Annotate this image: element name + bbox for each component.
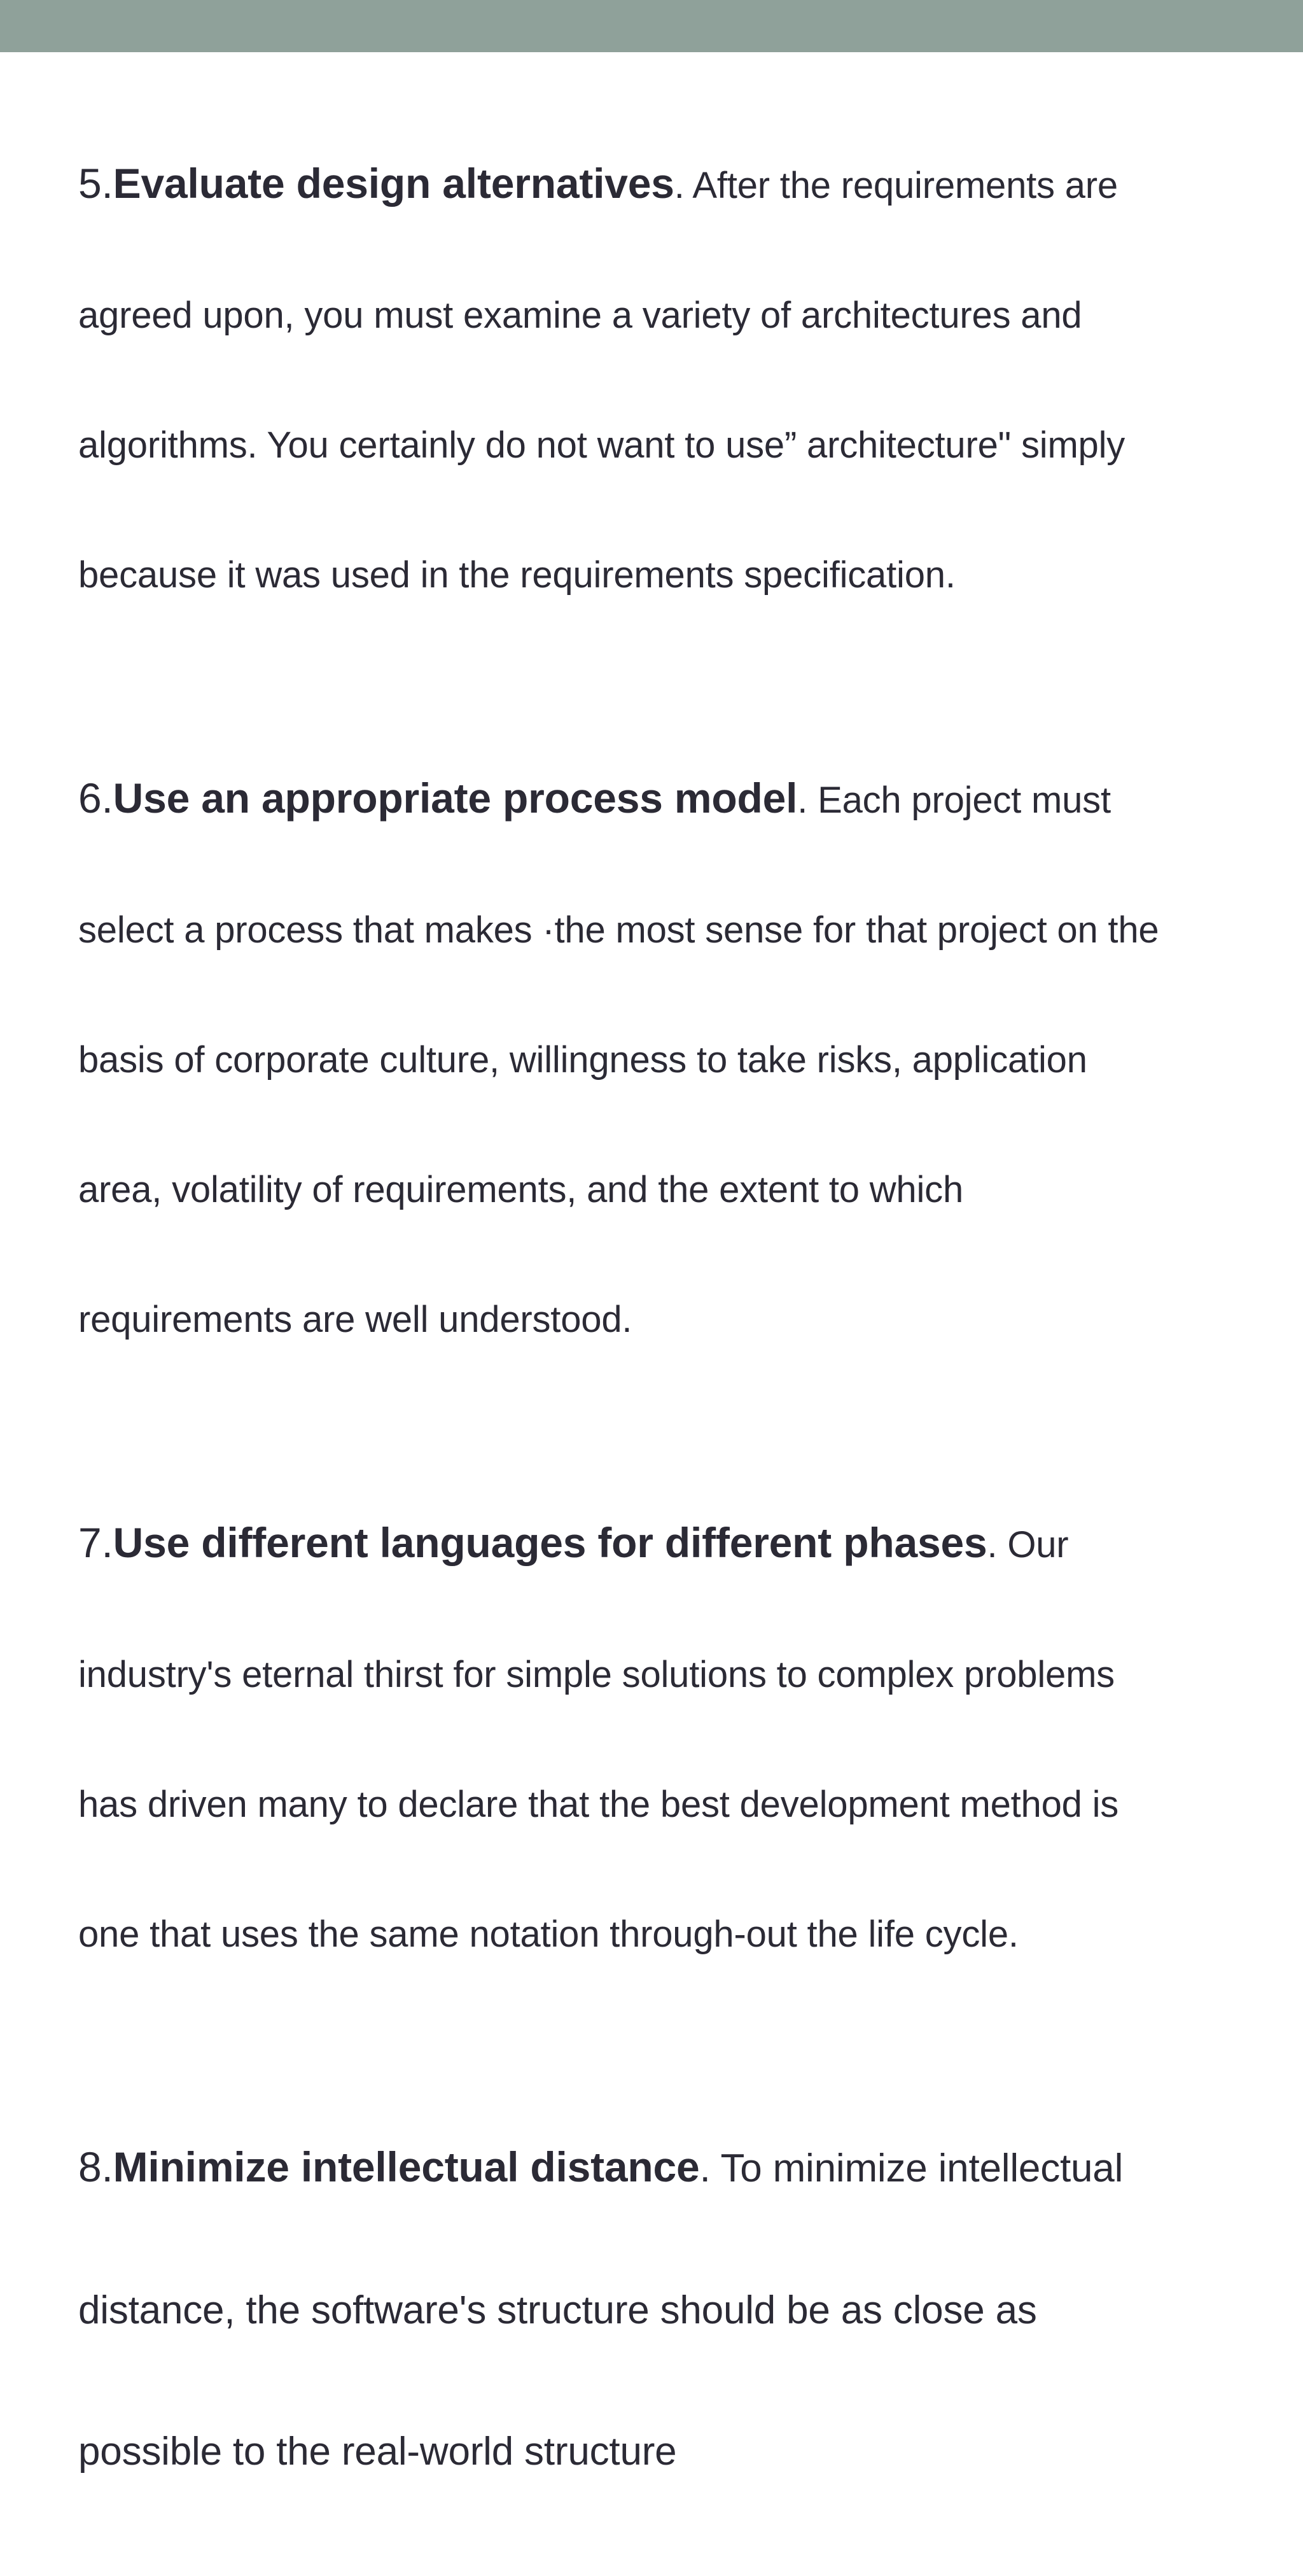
- principle-text-line: select a process that makes ·the most sense for that project on the: [78, 909, 1159, 951]
- slide-content: [78, 75, 1262, 2576]
- principle-5: [78, 75, 1262, 683]
- principle-number: 5.: [78, 160, 113, 207]
- principle-heading: Evaluate design alternatives: [113, 160, 674, 207]
- principle-7: [78, 1434, 1262, 2043]
- principle-text-line: algorithms. You certainly do not want to use” architecture" simply: [78, 424, 1125, 466]
- principle-text-line: requirements are well understood.: [78, 1299, 632, 1340]
- principle-number: 6.: [78, 774, 113, 822]
- principle-lead-text: . Our: [987, 1524, 1069, 1565]
- principle-text-line: area, volatility of requirements, and the extent to which: [78, 1169, 964, 1210]
- principle-8-first-line: [78, 2143, 1262, 2193]
- principle-number: 8.: [78, 2143, 113, 2190]
- principle-text-line: basis of corporate culture, willingness to take risks, application: [78, 1039, 1087, 1081]
- principle-text-line: agreed upon, you must examine a variety of architectures and: [78, 295, 1082, 336]
- principle-number: 7.: [78, 1519, 113, 1566]
- principle-heading: Minimize intellectual distance: [113, 2143, 700, 2190]
- principle-heading: Use an appropriate process model: [113, 774, 798, 822]
- principle-lead-text: . To minimize intellectual: [699, 2146, 1124, 2190]
- principle-text-line: one that uses the same notation through-out the life cycle.: [78, 1914, 1019, 1955]
- principle-text-line: has driven many to declare that the best development method is: [78, 1784, 1119, 1825]
- principle-5-first-line: [78, 162, 1262, 207]
- principle-6: [78, 690, 1262, 1428]
- principle-text-line: industry's eternal thirst for simple solutions to complex problems: [78, 1654, 1115, 1695]
- principle-8: [78, 2049, 1262, 2570]
- principle-text-line: possible to the real-world structure: [78, 2430, 677, 2474]
- principle-6-first-line: [78, 776, 1262, 822]
- principle-heading: Use different languages for different phases: [113, 1519, 987, 1566]
- principle-lead-text: . After the requirements are: [674, 165, 1118, 206]
- principle-lead-text: . Each project must: [797, 780, 1111, 821]
- slide-header-bar: [0, 0, 1303, 52]
- principle-text-line: distance, the software's structure should be as close as: [78, 2288, 1037, 2332]
- principle-text-line: because it was used in the requirements specification.: [78, 554, 956, 596]
- principle-7-first-line: [78, 1521, 1262, 1567]
